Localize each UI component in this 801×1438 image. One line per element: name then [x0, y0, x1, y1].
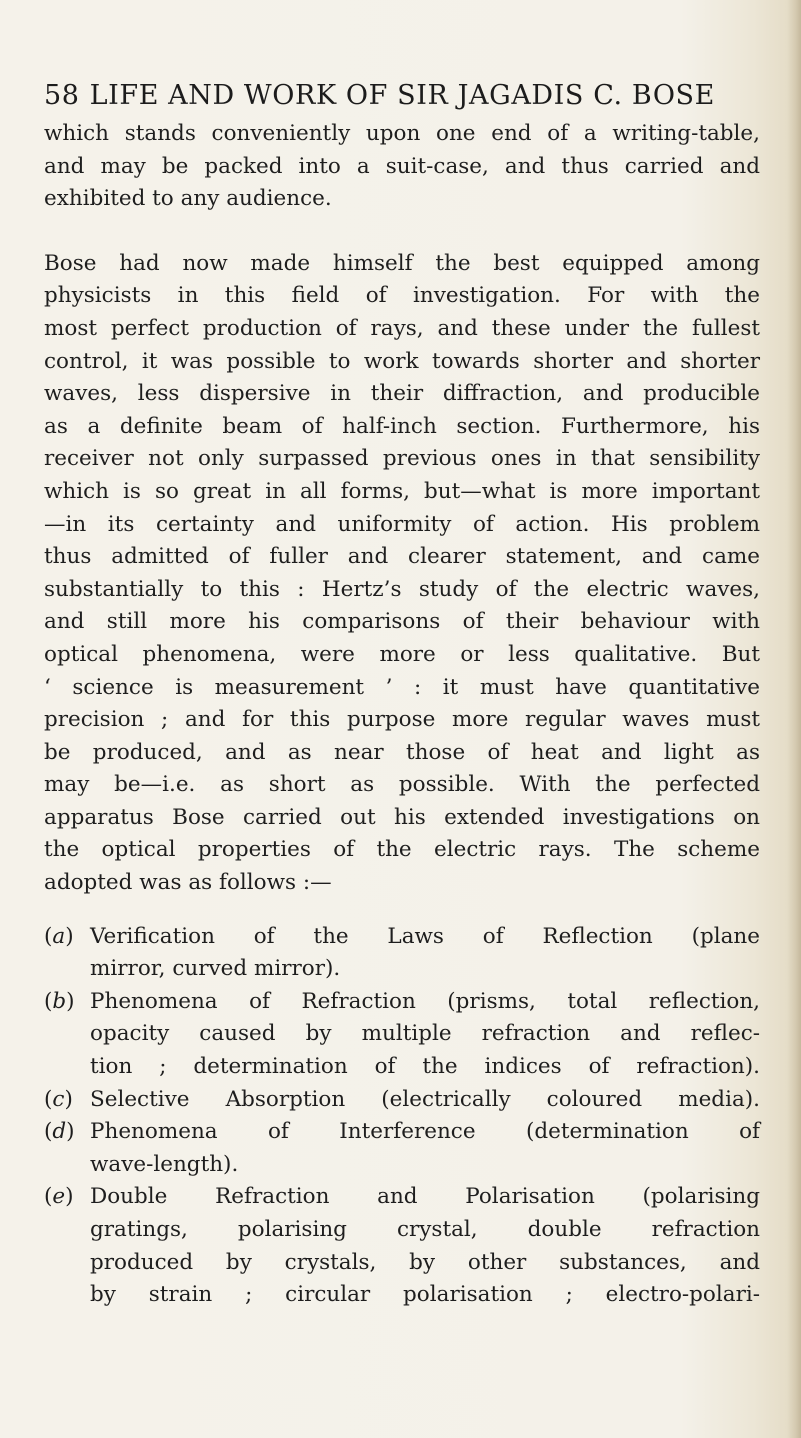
- text-line: tion ; determination of the indices of refraction).: [90, 1054, 760, 1080]
- list-item-e: [44, 1181, 760, 1311]
- text-line: be produced, and as near those of heat and light as: [44, 739, 760, 765]
- page-number: 58: [44, 80, 80, 111]
- paragraph-2: [44, 248, 760, 900]
- list-item-a: [44, 921, 760, 986]
- text-line: Double Refraction and Polarisation (polarising: [90, 1184, 760, 1210]
- list-item-b: [44, 986, 760, 1084]
- text-line: control, it was possible to work towards shorter and shorter: [44, 348, 760, 374]
- text-line: Phenomena of Refraction (prisms, total reflection,: [90, 988, 760, 1014]
- text-line: most perfect production of rays, and these under the fullest: [44, 315, 760, 341]
- text-line: waves, less dispersive in their diffraction, and producible: [44, 381, 760, 407]
- text-line: adopted was as follows :—: [44, 870, 332, 896]
- list-item-c: [44, 1084, 760, 1117]
- text-line: which stands conveniently upon one end of a writing-table,: [44, 121, 760, 146]
- text-line: Selective Absorption (electrically coloured media).: [90, 1086, 760, 1112]
- running-header: [44, 80, 764, 111]
- text-line: which is so great in all forms, but—what is more important: [44, 478, 760, 504]
- list-marker: (d): [44, 1119, 75, 1145]
- text-line: may be—i.e. as short as possible. With the perfected: [44, 772, 760, 798]
- text-line: Phenomena of Interference (determination of: [90, 1119, 760, 1145]
- list-marker: (b): [44, 988, 75, 1014]
- page-edge-shadow: [787, 0, 801, 1438]
- text-line: and may be packed into a suit-case, and thus carried and: [44, 153, 760, 179]
- text-line: —in its certainty and uniformity of action. His problem: [44, 511, 760, 537]
- text-line: substantially to this : Hertz’s study of the electric waves,: [44, 576, 760, 602]
- text-line: exhibited to any audience.: [44, 186, 332, 212]
- list-marker: (c): [44, 1086, 73, 1112]
- running-title: LIFE AND WORK OF SIR JAGADIS C. BOSE: [89, 80, 715, 111]
- text-line: produced by crystals, by other substances, and: [90, 1249, 760, 1275]
- text-line: by strain ; circular polarisation ; electro-polari-: [90, 1282, 760, 1308]
- text-line: Verification of the Laws of Reflection (plane: [90, 923, 760, 949]
- list-marker: (e): [44, 1184, 74, 1210]
- text-line: and still more his comparisons of their behaviour with: [44, 609, 760, 635]
- text-line: wave-length).: [90, 1151, 239, 1177]
- paragraph-spacer: [44, 216, 760, 248]
- text-line: mirror, curved mirror).: [90, 956, 341, 982]
- list-item-d: [44, 1116, 760, 1181]
- text-line: thus admitted of fuller and clearer statement, and came: [44, 544, 760, 570]
- text-line: as a definite beam of half-inch section. Furthermore, his: [44, 413, 760, 439]
- text-line: Bose had now made himself the best equipped among: [44, 250, 760, 276]
- list-spacer: [44, 900, 760, 921]
- text-line: the optical properties of the electric rays. The scheme: [44, 837, 760, 863]
- text-line: physicists in this field of investigation. For with the: [44, 283, 760, 309]
- text-line: precision ; and for this purpose more regular waves must: [44, 707, 760, 733]
- scheme-list: [44, 921, 760, 1312]
- text-line: ‘ science is measurement ’ : it must have quantitative: [44, 674, 760, 700]
- text-line: optical phenomena, were more or less qualitative. But: [44, 641, 760, 667]
- body-text: [44, 118, 760, 1312]
- paragraph-1: [44, 118, 760, 216]
- text-line: opacity caused by multiple refraction and reflec-: [90, 1021, 760, 1047]
- list-marker: (a): [44, 923, 74, 949]
- text-line: apparatus Bose carried out his extended investigations on: [44, 804, 760, 830]
- text-line: gratings, polarising crystal, double refraction: [90, 1217, 760, 1242]
- text-line: receiver not only surpassed previous ones in that sensibility: [44, 446, 760, 472]
